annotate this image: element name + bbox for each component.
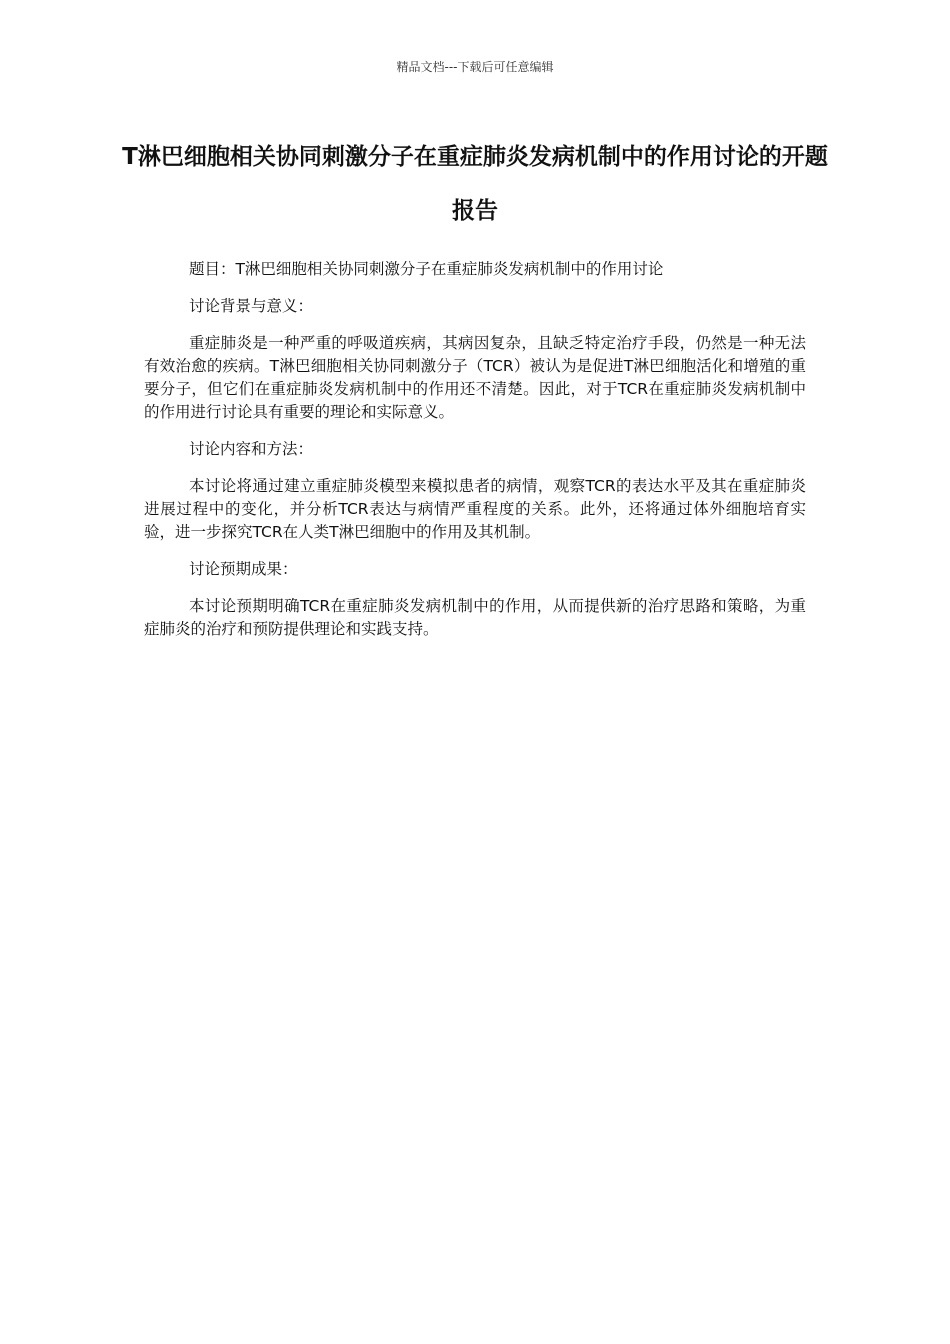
section-heading-background: 讨论背景与意义：	[188, 297, 313, 315]
section-body-content-methods: 本讨论将通过建立重症肺炎模型来模拟患者的病情，观察TCR的表达水平及其在重症肺炎进展过程中的变化，并分析TCR表达与病情严重程度的关系。此外，还将通过体外细胞培育实验，进一步探究TCR在人类T淋巴细胞中的作用及其机制。	[144, 477, 806, 541]
page-header-watermark: 精品文档---下载后可任意编辑	[396, 60, 554, 74]
section-body-expected-results: 本讨论预期明确TCR在重症肺炎发病机制中的作用，从而提供新的治疗思路和策略，为重症肺炎的治疗和预防提供理论和实践支持。	[144, 597, 806, 638]
section-heading-expected-results: 讨论预期成果：	[188, 560, 298, 578]
section-heading-content-methods: 讨论内容和方法：	[188, 440, 313, 458]
document-title: T淋巴细胞相关协同刺激分子在重症肺炎发病机制中的作用讨论的开题报告	[122, 144, 828, 224]
topic-line: 题目：T淋巴细胞相关协同刺激分子在重症肺炎发病机制中的作用讨论	[188, 260, 664, 278]
document-body	[144, 258, 806, 655]
section-body-background: 重症肺炎是一种严重的呼吸道疾病，其病因复杂，且缺乏特定治疗手段，仍然是一种无法有效治愈的疾病。T淋巴细胞相关协同刺激分子（TCR）被认为是促进T淋巴细胞活化和增殖的重要分子，但它们在重症肺炎发病机制中的作用还不清楚。因此，对于TCR在重症肺炎发病机制中的作用进行讨论具有重要的理论和实际意义。	[144, 334, 806, 421]
